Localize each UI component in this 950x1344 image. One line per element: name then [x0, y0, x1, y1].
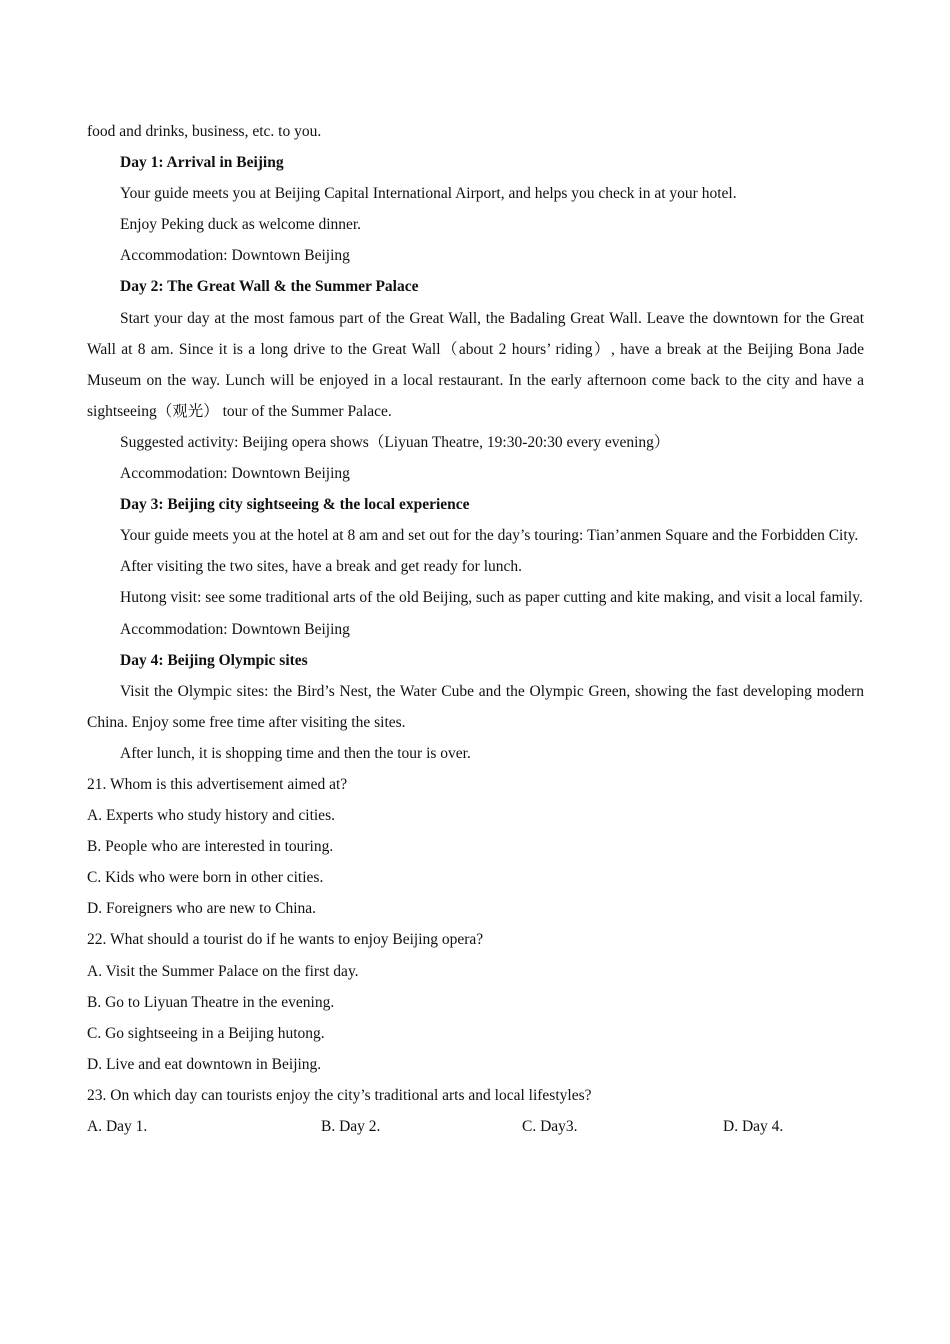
day-3-paragraph: Your guide meets you at the hotel at 8 am and set out for the day’s touring: Tian’anmen Square and the Forbidden City.	[120, 527, 859, 545]
answer-option-a: A. Visit the Summer Palace on the first day.	[87, 962, 359, 980]
question-stem: 21. Whom is this advertisement aimed at?	[87, 775, 348, 793]
day-3-heading: Day 3: Beijing city sightseeing & the local experience	[120, 496, 470, 514]
question-stem: 23. On which day can tourists enjoy the city’s traditional arts and local lifestyles?	[87, 1086, 592, 1104]
intro-tail: food and drinks, business, etc. to you.	[87, 123, 322, 140]
day-1-section	[87, 147, 864, 271]
answer-option-d: D. Foreigners who are new to China.	[87, 900, 317, 918]
answer-option-b: B. Go to Liyuan Theatre in the evening.	[87, 993, 335, 1011]
day-3-accommodation: Accommodation: Downtown Beijing	[120, 620, 350, 638]
day-4-paragraph: After lunch, it is shopping time and then the tour is over.	[120, 744, 471, 762]
day-2-accommodation: Accommodation: Downtown Beijing	[120, 465, 350, 483]
answer-option-b: B. People who are interested in touring.	[87, 838, 334, 856]
day-2-heading: Day 2: The Great Wall & the Summer Palace	[120, 278, 419, 296]
answer-option-a: A. Experts who study history and cities.	[87, 807, 335, 825]
answer-option-d: D. Day 4.	[723, 1118, 784, 1135]
day-3-paragraph: Hutong visit: see some traditional arts of the old Beijing, such as paper cutting and kite making, and visit a local family.	[120, 589, 863, 607]
day-4-section	[87, 645, 864, 769]
answer-option-c: C. Go sightseeing in a Beijing hutong.	[87, 1024, 325, 1042]
question-stem: 22. What should a tourist do if he wants to enjoy Beijing opera?	[87, 931, 484, 949]
day-2-paragraph: Start your day at the most famous part of the Great Wall, the Badaling Great Wall. Leave the downtown for the Great Wall at 8 am. Since it is a long drive to the Great Wall（about 2 hours’ riding）, have a break at the Beijing Bona Jade Museum on the way. Lunch will be enjoyed in a local restaurant. In the early afternoon come back to the city and have a sightseeing（观光） tour of the Summer Palace.	[87, 309, 864, 420]
day-2-suggested-activity: Suggested activity: Beijing opera shows（Liyuan Theatre, 19:30-20:30 every evening）	[120, 433, 670, 451]
day-2-section	[87, 271, 864, 489]
day-3-paragraph: After visiting the two sites, have a break and get ready for lunch.	[120, 558, 523, 576]
day-1-paragraph: Enjoy Peking duck as welcome dinner.	[120, 216, 362, 234]
day-3-section	[87, 489, 864, 644]
answer-option-c: C. Day3.	[522, 1118, 578, 1135]
day-4-paragraph: Visit the Olympic sites: the Bird’s Nest, the Water Cube and the Olympic Green, showing the fast developing modern China. Enjoy some free time after visiting the sites.	[87, 682, 864, 731]
question-22	[87, 924, 864, 1079]
day-1-accommodation: Accommodation: Downtown Beijing	[120, 247, 350, 265]
question-23	[87, 1080, 864, 1142]
answer-option-d: D. Live and eat downtown in Beijing.	[87, 1055, 322, 1073]
document-page	[87, 116, 864, 1142]
day-1-heading: Day 1: Arrival in Beijing	[120, 154, 284, 172]
day-1-paragraph: Your guide meets you at Beijing Capital International Airport, and helps you check in at your hotel.	[120, 185, 737, 203]
answer-option-a: A. Day 1.	[87, 1118, 148, 1135]
question-21	[87, 769, 864, 924]
day-4-heading: Day 4: Beijing Olympic sites	[120, 651, 308, 669]
answer-option-c: C. Kids who were born in other cities.	[87, 869, 324, 887]
answer-option-b: B. Day 2.	[321, 1118, 381, 1135]
answer-options-row	[87, 1111, 864, 1142]
